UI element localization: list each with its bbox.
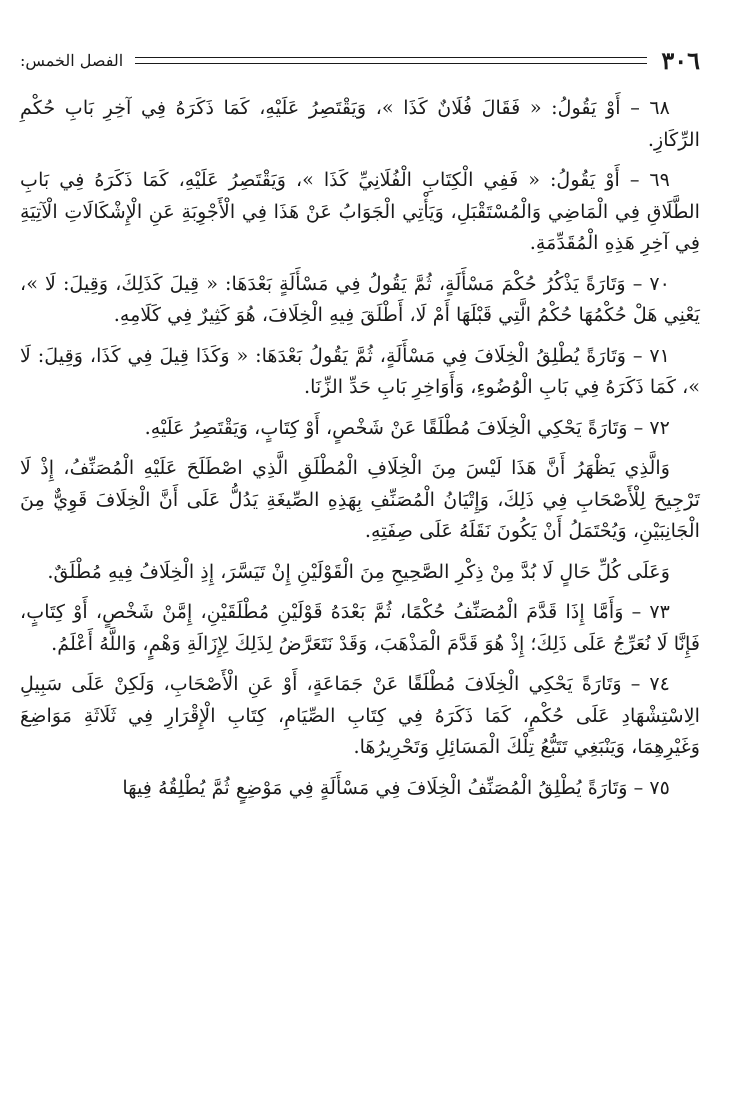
paragraph-71: ٧١ – وَتَارَةً يُطْلِقُ الْخِلَافَ فِي مَسْأَلَةٍ، ثُمَّ يَقُولُ بَعْدَهَا: « وَكَذَا قِيلَ فِي كَذَا، وَقِيلَ: لَا »، كَمَا ذَكَرَهُ فِي بَابِ الْوُضُوءِ، وَأَوَاخِرِ بَابِ حَدِّ الزِّنَا. [20, 343, 700, 398]
page-header [20, 40, 700, 80]
book-page [20, 40, 700, 1100]
paragraph-commentary-1: وَالَّذِي يَظْهَرُ أَنَّ هَذَا لَيْسَ مِنَ الْخِلَافِ الْمُطْلَقِ الَّذِي اصْطَلَحَ عَلَيْهِ الْمُصَنِّفُ، إِذْ لَا تَرْجِيحَ لِلْأَصْحَابِ فِي ذَلِكَ، وَإِتْيَانُ الْمُصَنِّفِ بِهَذِهِ الصِّيغَةِ يَدُلُّ عَلَى أَنَّ الْخِلَافَ قَوِيٌّ مِنَ الْجَانِبَيْنِ، وَيُحْتَمَلُ أَنْ يَكُونَ نَقَلَهُ عَلَى صِفَتِهِ. [20, 456, 700, 542]
page-body [20, 92, 700, 803]
paragraph-68: ٦٨ – أَوْ يَقُولُ: « فَقَالَ فُلَانٌ كَذَا »، وَيَقْتَصِرُ عَلَيْهِ، كَمَا ذَكَرَهُ فِي آخِرِ بَابِ حُكْمِ الرِّكَازِ. [20, 96, 700, 151]
paragraph-commentary-2: وَعَلَى كُلِّ حَالٍ لَا بُدَّ مِنْ ذِكْرِ الصَّحِيحِ مِنَ الْقَوْلَيْنِ إِنْ تَيَسَّرَ، إِذِ الْخِلَافُ فِيهِ مُطْلَقٌ. [47, 559, 670, 583]
paragraph-73: ٧٣ – وَأَمَّا إِذَا قَدَّمَ الْمُصَنِّفُ حُكْمًا، ثُمَّ بَعْدَهُ قَوْلَيْنِ مُطْلَقَيْنِ، إِمَّنْ شَخْصٍ، أَوْ كِتَابٍ، فَإِنَّا لَا نُعَرِّجُ عَلَى ذَلِكَ؛ إِذْ هُوَ قَدَّمَ الْمَذْهَبَ، وَقَدْ نَتَعَرَّضُ لِذَلِكَ لِإِزَالَةِ وَهْمٍ، وَاللَّهُ أَعْلَمُ. [20, 600, 700, 655]
page-number: ٣٠٦ [661, 45, 700, 75]
paragraph-70: ٧٠ – وَتَارَةً يَذْكُرُ حُكْمَ مَسْأَلَةٍ، ثُمَّ يَقُولُ فِي مَسْأَلَةٍ بَعْدَهَا: « قِيلَ كَذَلِكَ، وَقِيلَ: لَا »، يَعْنِي هَلْ حُكْمُهَا حُكْمُ الَّتِي قَبْلَهَا أَمْ لَا، أَطْلَقَ فِيهِ الْخِلَافَ، هُوَ كَثِيرٌ فِي كَلَامِهِ. [20, 271, 700, 326]
paragraph-74: ٧٤ – وَتَارَةً يَحْكِي الْخِلَافَ مُطْلَقًا عَنْ جَمَاعَةٍ، أَوْ عَنِ الْأَصْحَابِ، وَلَكِنْ عَلَى سَبِيلِ الِاسْتِشْهَادِ عَلَى حُكْمٍ، كَمَا ذَكَرَهُ فِي كِتَابِ الصِّيَامِ، كِتَابِ الْإِقْرَارِ فِي ثَلَاثَةِ مَوَاضِعَ وَغَيْرِهِمَا، وَيَنْبَغِي تَتَبُّعُ تِلْكَ الْمَسَائِلِ وَتَحْرِيرُهَا. [20, 672, 700, 758]
running-head: الفصل الخمس: [20, 50, 124, 70]
paragraph-69: ٦٩ – أَوْ يَقُولُ: « فَفِي الْكِتَابِ الْفُلَانِيِّ كَذَا »، وَيَقْتَصِرُ عَلَيْهِ، كَمَا ذَكَرَهُ فِي بَابِ الطَّلَاقِ فِي الْمَاضِي وَالْمُسْتَقْبَلِ، وَيَأْتِي الْجَوَابُ عَنْ هَذَا فِي الْأَجْوِبَةِ عَنِ الْإِشْكَالَاتِ الْآتِيَةِ فِي آخِرِ هَذِهِ الْمُقَدِّمَةِ. [20, 168, 700, 254]
paragraph-72: ٧٢ – وَتَارَةً يَحْكِي الْخِلَافَ مُطْلَقًا عَنْ شَخْصٍ، أَوْ كِتَابٍ، وَيَقْتَصِرُ عَلَيْهِ. [144, 415, 670, 439]
header-double-rule [135, 57, 647, 64]
paragraph-75: ٧٥ – وَتَارَةً يُطْلِقُ الْمُصَنِّفُ الْخِلَافَ فِي مَسْأَلَةٍ فِي مَوْضِعٍ ثُمَّ يُطْلِقُهُ فِيهَا [122, 775, 670, 799]
